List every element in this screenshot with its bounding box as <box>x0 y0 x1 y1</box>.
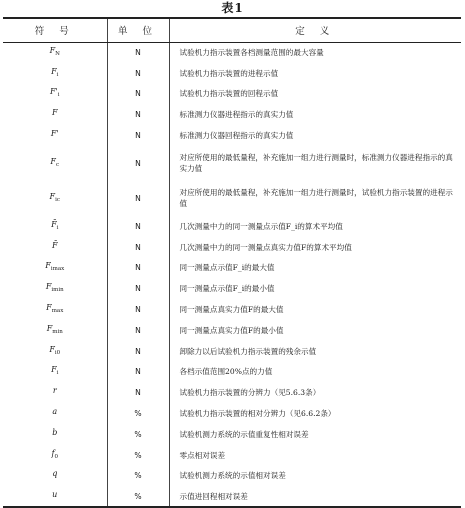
symbol-subscript: i <box>57 92 60 99</box>
unit-cell: N <box>107 63 169 84</box>
definition-cell: 几次测量中力的同一测量点真实力值F的算术平均值 <box>179 242 352 252</box>
table-row <box>3 445 461 466</box>
symbol-subscript: i <box>56 71 59 78</box>
table-row <box>3 362 461 383</box>
symbol-subscript: min <box>52 328 63 335</box>
header-definition: 定 义 <box>169 18 461 42</box>
symbol-subscript: i0 <box>54 349 61 356</box>
definition-cell: 各档示值范围20%点的力值 <box>179 367 273 377</box>
symbol-subscript: imin <box>51 287 64 294</box>
symbol-subscript: max <box>51 308 64 315</box>
table-row <box>3 403 461 424</box>
table-row <box>3 63 461 84</box>
definition-cell: 示值进回程相对误差 <box>169 486 461 507</box>
symbol-text: F <box>51 66 57 76</box>
symbol-text: F <box>46 303 52 313</box>
symbol-subscript: i <box>56 370 59 377</box>
table-row <box>3 104 461 125</box>
symbol-subscript: i <box>56 224 59 231</box>
table-row <box>3 424 461 445</box>
symbol-cell <box>3 258 107 279</box>
unit-cell: N <box>107 84 169 105</box>
symbol-subscript: imax <box>50 266 65 273</box>
definition-cell: 同一测量点示值F_i的最小值 <box>179 284 275 294</box>
table-row <box>3 466 461 487</box>
symbol-text: F <box>45 261 51 271</box>
symbol-cell <box>3 320 107 341</box>
symbol-text: q <box>52 469 58 479</box>
unit-cell: % <box>107 486 169 507</box>
table-row <box>3 258 461 279</box>
symbol-cell <box>3 362 107 383</box>
definition-cell: 卸除力以后试验机力指示装置的残余示值 <box>179 346 317 356</box>
symbol-text: F <box>49 46 56 56</box>
table-row <box>3 341 461 362</box>
unit-cell: N <box>107 125 169 146</box>
unit-cell: N <box>107 146 169 181</box>
definition-cell: 零点相对误差 <box>179 450 226 460</box>
unit-cell: % <box>107 445 169 466</box>
definition-cell: 对应所使用的最低量程，补充施加一组力进行测量时，试验机力指示装置的进程示值 <box>179 188 453 209</box>
symbol-text: F <box>45 282 52 292</box>
symbol-text: F <box>49 191 56 201</box>
definition-cell: 几次测量中力的同一测量点示值F_i的算术平均值 <box>179 221 343 231</box>
unit-cell: N <box>107 362 169 383</box>
symbol-text: F <box>46 323 53 333</box>
symbol-cell <box>3 299 107 320</box>
definition-cell: 试验机力指示装置的进程示值 <box>179 68 279 78</box>
definition-cell: 试验机力指示装置的回程示值 <box>179 89 279 99</box>
symbol-cell <box>3 341 107 362</box>
symbol-cell <box>3 125 107 146</box>
unit-cell: N <box>107 237 169 258</box>
symbol-text: r <box>52 386 57 396</box>
symbol-cell <box>3 42 107 63</box>
symbol-subscript: 0 <box>54 453 58 460</box>
table-caption: 表1 <box>221 1 244 15</box>
definition-cell: 同一测量点真实力值F的最大值 <box>179 305 284 315</box>
symbol-cell <box>3 382 107 403</box>
table-row <box>3 278 461 299</box>
symbol-cell <box>3 84 107 105</box>
definition-cell: 标准测力仪器进程指示的真实力值 <box>179 110 294 120</box>
unit-cell: N <box>107 341 169 362</box>
definition-cell: 试验机测力系统的示值相对误差 <box>179 471 286 481</box>
symbol-text: b <box>52 427 58 437</box>
symbol-cell <box>3 445 107 466</box>
symbol-cell <box>3 146 107 181</box>
symbol-text: f <box>51 448 55 458</box>
unit-cell: N <box>107 320 169 341</box>
header-unit: 单 位 <box>107 18 169 42</box>
definition-cell: 标准测力仪器回程指示的真实力值 <box>179 131 294 141</box>
symbol-subscript: c <box>55 161 60 168</box>
unit-cell: N <box>107 278 169 299</box>
table-row <box>3 486 461 507</box>
unit-cell: N <box>107 299 169 320</box>
table-row <box>3 216 461 237</box>
symbol-cell <box>3 181 107 216</box>
unit-cell: N <box>107 104 169 125</box>
symbol-text: F' <box>50 129 59 139</box>
definition-cell: 同一测量点示值F_i的最大值 <box>179 263 275 273</box>
symbol-table <box>3 17 461 508</box>
table-row <box>3 237 461 258</box>
definition-cell: 试验机力指示装置的分辨力（见5.6.3条） <box>179 388 321 398</box>
symbol-cell <box>3 216 107 237</box>
unit-cell: % <box>107 424 169 445</box>
unit-cell: N <box>107 181 169 216</box>
definition-cell: 试验机力指示装置各档测量范围的最大容量 <box>179 48 324 58</box>
table-body <box>3 42 461 507</box>
table-row <box>3 320 461 341</box>
table-row <box>3 146 461 181</box>
table-header-row <box>3 18 461 42</box>
symbol-text: u <box>52 489 58 499</box>
unit-cell: N <box>107 216 169 237</box>
definition-cell: 试验机测力系统的示值重复性相对误差 <box>179 429 309 439</box>
unit-cell: N <box>107 382 169 403</box>
symbol-cell <box>3 424 107 445</box>
table-row <box>3 84 461 105</box>
definition-cell: 试验机力指示装置的相对分辨力（见6.6.2条） <box>179 409 336 419</box>
unit-cell: N <box>107 42 169 63</box>
header-symbol: 符 号 <box>3 18 107 42</box>
table-row <box>3 125 461 146</box>
table-row <box>3 42 461 63</box>
unit-cell: N <box>107 258 169 279</box>
unit-cell: % <box>107 466 169 487</box>
symbol-cell <box>3 278 107 299</box>
symbol-cell <box>3 466 107 487</box>
symbol-text: a <box>52 407 58 417</box>
definition-cell: 对应所使用的最低量程，补充施加一组力进行测量时，标准测力仪器进程指示的真实力值 <box>179 153 453 174</box>
symbol-cell <box>3 63 107 84</box>
symbol-cell <box>3 403 107 424</box>
symbol-cell <box>3 104 107 125</box>
symbol-text: F <box>51 108 58 118</box>
symbol-subscript: N <box>55 51 60 58</box>
symbol-text: F̄ <box>51 219 57 229</box>
symbol-cell <box>3 237 107 258</box>
symbol-cell <box>3 486 107 507</box>
symbol-text: F <box>49 344 55 354</box>
table-row <box>3 299 461 320</box>
table-row <box>3 382 461 403</box>
symbol-text: F̄ <box>51 240 58 250</box>
table-row <box>3 181 461 216</box>
symbol-subscript: ic <box>55 196 60 203</box>
symbol-text: F <box>51 365 57 375</box>
unit-cell: % <box>107 403 169 424</box>
definition-cell: 同一测量点真实力值F的最小值 <box>179 325 284 335</box>
symbol-text: F <box>50 156 56 166</box>
symbol-text: F' <box>49 87 58 97</box>
